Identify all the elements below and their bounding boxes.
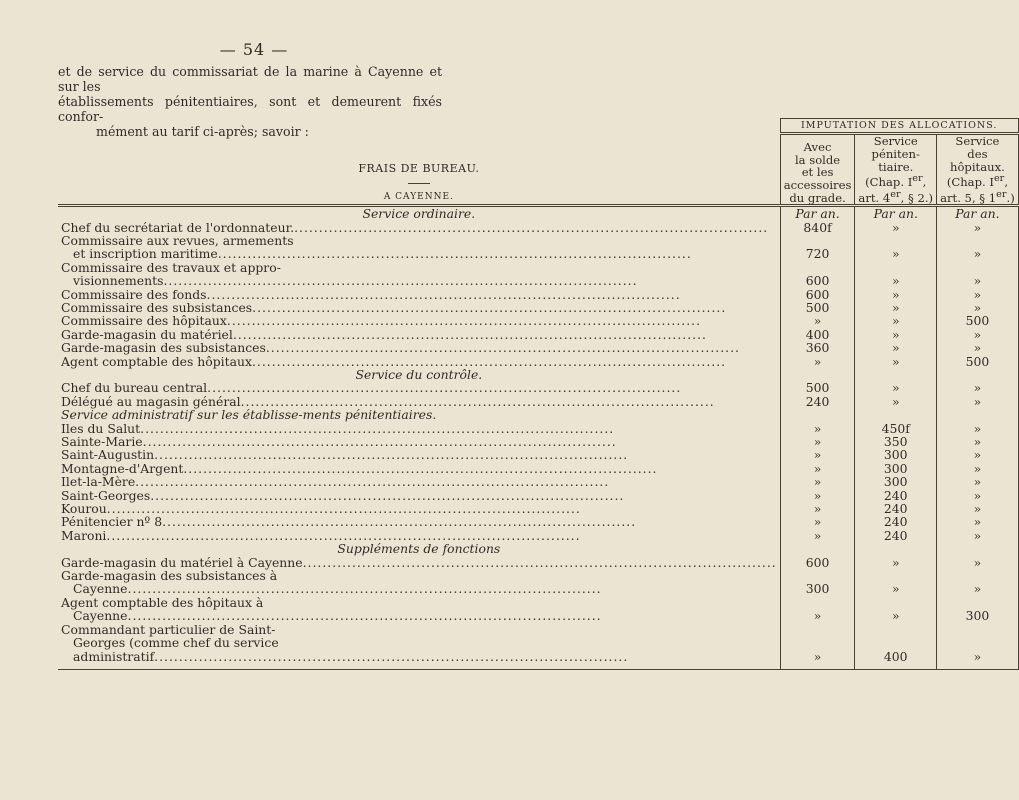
leader-dots	[241, 395, 777, 408]
empty-cell	[855, 542, 937, 555]
row-label-continued: Cayenne	[73, 608, 128, 624]
value-solde: »	[780, 448, 855, 461]
leader-dots	[303, 556, 777, 569]
frais-header	[58, 134, 780, 206]
table-bottom	[780, 663, 855, 670]
row-label: Commissaire des travaux et appro-	[61, 259, 281, 275]
value-solde: 500	[780, 381, 855, 394]
value-penitentiaire: 300	[855, 462, 937, 475]
row-label-cell	[58, 515, 780, 528]
row-label-cell	[58, 529, 780, 542]
row-label-cell	[58, 314, 780, 327]
value-penitentiaire: »	[855, 261, 937, 288]
value-penitentiaire: »	[855, 596, 937, 623]
value-hopitaux: »	[937, 502, 1019, 515]
empty-cell	[937, 542, 1019, 555]
row-label-cell	[58, 355, 780, 368]
value-solde: 600	[780, 288, 855, 301]
value-penitentiaire: »	[855, 569, 937, 596]
column-header-solde: Avec la solde et les accessoires du grade.	[780, 134, 855, 206]
empty-cell	[780, 542, 855, 555]
row-label: Agent comptable des hôpitaux	[61, 353, 252, 369]
row-label: Montagne-d'Argent	[61, 460, 184, 476]
table-row	[58, 422, 1018, 435]
leader-dots	[154, 650, 777, 663]
leader-dots	[163, 274, 776, 287]
row-label-cell	[58, 448, 780, 461]
leader-dots	[154, 448, 777, 461]
value-solde: 720	[780, 234, 855, 261]
row-label: Iles du Salut	[61, 420, 141, 436]
leader-dots	[140, 422, 777, 435]
column-header-hopitaux: Service des hôpitaux. (Chap. Ier, art. 5, § 1er.)	[937, 134, 1019, 206]
empty-cell	[937, 408, 1019, 421]
value-hopitaux: »	[937, 448, 1019, 461]
row-label-continued: visionnements	[73, 273, 164, 289]
value-solde: »	[780, 422, 855, 435]
empty-cell	[855, 368, 937, 381]
value-penitentiaire: 350	[855, 435, 937, 448]
row-label: Chef du bureau central	[61, 380, 208, 396]
value-penitentiaire: »	[855, 341, 937, 354]
leader-dots	[128, 609, 777, 622]
value-solde: »	[780, 515, 855, 528]
row-label-cell	[58, 422, 780, 435]
value-solde: »	[780, 623, 855, 663]
imputation-header: IMPUTATION DES ALLOCATIONS.	[780, 119, 1018, 134]
table-row	[58, 569, 1018, 596]
value-penitentiaire: 300	[855, 448, 937, 461]
table-bottom	[58, 663, 780, 670]
unit-label: Par an.	[780, 206, 855, 221]
value-penitentiaire: »	[855, 314, 937, 327]
table-row	[58, 448, 1018, 461]
tariff-table	[58, 118, 1019, 670]
value-solde: »	[780, 355, 855, 368]
row-label: Garde-magasin des subsistances à	[61, 568, 278, 584]
value-hopitaux: »	[937, 221, 1019, 234]
row-label-cell	[58, 234, 780, 261]
value-hopitaux: »	[937, 422, 1019, 435]
value-hopitaux: »	[937, 529, 1019, 542]
value-solde: »	[780, 475, 855, 488]
value-penitentiaire: »	[855, 556, 937, 569]
leader-dots	[135, 475, 777, 488]
value-penitentiaire: »	[855, 381, 937, 394]
table-row	[58, 462, 1018, 475]
table-bottom	[937, 663, 1019, 670]
value-penitentiaire: 450f	[855, 422, 937, 435]
value-solde: »	[780, 502, 855, 515]
row-label: Saint-Georges	[61, 487, 151, 503]
value-solde: 500	[780, 301, 855, 314]
value-solde: 240	[780, 395, 855, 408]
value-solde: »	[780, 596, 855, 623]
table-row	[58, 328, 1018, 341]
row-label-cell	[58, 301, 780, 314]
leader-dots	[128, 582, 777, 595]
value-solde: 400	[780, 328, 855, 341]
value-hopitaux: »	[937, 489, 1019, 502]
table-row	[58, 515, 1018, 528]
value-penitentiaire: »	[855, 395, 937, 408]
value-solde: 600	[780, 556, 855, 569]
row-label-cell	[58, 569, 780, 596]
value-penitentiaire: 240	[855, 502, 937, 515]
row-label-cell	[58, 328, 780, 341]
row-label: Garde-magasin du matériel à Cayenne	[61, 554, 303, 570]
table-row	[58, 435, 1018, 448]
row-label: Commissaire des subsistances	[61, 299, 253, 315]
value-hopitaux: »	[937, 301, 1019, 314]
unit-label: Par an.	[855, 206, 937, 221]
table-row	[58, 355, 1018, 368]
row-label: Pénitencier nº 8	[61, 514, 163, 530]
leader-dots	[252, 301, 777, 314]
row-label: Délégué au magasin général	[61, 393, 241, 409]
value-penitentiaire: »	[855, 301, 937, 314]
frais-place: A CAYENNE.	[383, 191, 454, 202]
leader-dots	[107, 502, 777, 515]
value-penitentiaire: »	[855, 288, 937, 301]
table-row	[58, 381, 1018, 394]
value-hopitaux: »	[937, 288, 1019, 301]
section-heading: Suppléments de fonctions	[337, 541, 501, 557]
value-hopitaux: 500	[937, 314, 1019, 327]
table-row	[58, 395, 1018, 408]
leader-dots	[150, 489, 776, 502]
value-hopitaux: »	[937, 623, 1019, 663]
table-row	[58, 301, 1018, 314]
value-hopitaux: »	[937, 556, 1019, 569]
value-solde: 840f	[780, 221, 855, 234]
section-heading: Service administratif sur les établisse-ments pénitentiaires.	[61, 407, 437, 423]
table-bottom	[855, 663, 937, 670]
table-row	[58, 502, 1018, 515]
value-hopitaux: »	[937, 341, 1019, 354]
row-label: Kourou	[61, 501, 107, 517]
leader-dots	[252, 355, 777, 368]
value-solde: »	[780, 314, 855, 327]
row-label-cell	[58, 502, 780, 515]
value-hopitaux: »	[937, 475, 1019, 488]
leader-dots	[294, 221, 777, 234]
value-penitentiaire: »	[855, 221, 937, 234]
empty-cell	[937, 368, 1019, 381]
value-hopitaux: »	[937, 515, 1019, 528]
row-label-continued: administratif	[73, 648, 155, 664]
value-solde: »	[780, 462, 855, 475]
row-label-cell	[58, 623, 780, 663]
intro-line: établissements pénitentiaires, sont et demeurent fixés confor-	[58, 94, 442, 124]
table-row	[58, 475, 1018, 488]
value-solde: »	[780, 435, 855, 448]
row-label: Commissaire aux revues, armements	[61, 232, 294, 248]
empty-cell	[780, 408, 855, 421]
value-hopitaux: »	[937, 395, 1019, 408]
row-label-continued: Cayenne	[73, 581, 128, 597]
value-hopitaux: »	[937, 328, 1019, 341]
row-label-continued: Georges (comme chef du service	[73, 635, 279, 651]
leader-dots	[183, 462, 776, 475]
value-hopitaux: »	[937, 569, 1019, 596]
leader-dots	[162, 515, 777, 528]
row-label-cell	[58, 596, 780, 623]
table-row	[58, 288, 1018, 301]
leader-dots	[207, 288, 777, 301]
column-header-penitentiaire: Service péniten- tiaire. (Chap. Ier, art. 4er, § 2.)	[855, 134, 937, 206]
value-penitentiaire: 400	[855, 623, 937, 663]
value-solde: »	[780, 529, 855, 542]
section-heading: Service ordinaire.	[362, 206, 476, 222]
row-label: Ilet-la-Mère	[61, 474, 136, 490]
section-heading: Service du contrôle.	[355, 366, 483, 382]
row-label-cell	[58, 381, 780, 394]
leader-dots	[106, 529, 776, 542]
leader-dots	[207, 381, 777, 394]
frais-rule	[408, 183, 430, 184]
value-hopitaux: 500	[937, 355, 1019, 368]
value-hopitaux: »	[937, 261, 1019, 288]
row-label-cell	[58, 395, 780, 408]
value-solde: 600	[780, 261, 855, 288]
row-label: Maroni	[61, 527, 107, 543]
row-label-cell	[58, 288, 780, 301]
empty-cell	[780, 368, 855, 381]
table-row	[58, 596, 1018, 623]
table-row	[58, 489, 1018, 502]
value-penitentiaire: »	[855, 328, 937, 341]
value-hopitaux: »	[937, 435, 1019, 448]
row-label-cell	[58, 261, 780, 288]
leader-dots	[233, 328, 777, 341]
row-label-cell	[58, 475, 780, 488]
value-penitentiaire: »	[855, 234, 937, 261]
value-hopitaux: »	[937, 234, 1019, 261]
row-label-continued: et inscription maritime	[73, 246, 218, 262]
table-row	[58, 314, 1018, 327]
value-solde: 360	[780, 341, 855, 354]
value-penitentiaire: 240	[855, 529, 937, 542]
table-row	[58, 341, 1018, 354]
row-label-cell	[58, 341, 780, 354]
row-label-cell	[58, 221, 780, 234]
value-hopitaux: »	[937, 381, 1019, 394]
value-penitentiaire: 240	[855, 515, 937, 528]
row-label-cell	[58, 556, 780, 569]
value-penitentiaire: 300	[855, 475, 937, 488]
row-label: Commissaire des fonds	[61, 286, 207, 302]
value-solde: »	[780, 489, 855, 502]
row-label: Garde-magasin des subsistances	[61, 340, 266, 356]
intro-line: et de service du commissariat de la marine à Cayenne et sur les	[58, 64, 442, 94]
row-label-cell	[58, 435, 780, 448]
value-hopitaux: »	[937, 462, 1019, 475]
value-hopitaux: 300	[937, 596, 1019, 623]
row-label: Chef du secrétariat de l'ordonnateur.	[61, 219, 295, 235]
table-row	[58, 623, 1018, 663]
value-penitentiaire: »	[855, 355, 937, 368]
empty-cell	[855, 408, 937, 421]
row-label: Commissaire des hôpitaux	[61, 313, 227, 329]
table-row	[58, 221, 1018, 234]
row-label-cell	[58, 462, 780, 475]
leader-dots	[143, 435, 777, 448]
intro-line: mément au tarif ci-après; savoir :	[96, 124, 309, 139]
row-label: Commandant particulier de Saint-	[61, 621, 276, 637]
row-label: Garde-magasin du matériel	[61, 326, 233, 342]
leader-dots	[218, 247, 777, 260]
table-row	[58, 556, 1018, 569]
unit-label: Par an.	[937, 206, 1019, 221]
row-label: Saint-Augustin	[61, 447, 155, 463]
table-row	[58, 261, 1018, 288]
leader-dots	[227, 314, 777, 327]
page-number: — 54 —	[219, 40, 289, 59]
row-label: Agent comptable des hôpitaux à	[61, 594, 264, 610]
row-label-cell	[58, 489, 780, 502]
leader-dots	[266, 341, 777, 354]
table-row	[58, 529, 1018, 542]
value-penitentiaire: 240	[855, 489, 937, 502]
row-label: Sainte-Marie	[61, 434, 143, 449]
frais-title: FRAIS DE BUREAU.	[358, 162, 480, 176]
table-row	[58, 234, 1018, 261]
value-solde: 300	[780, 569, 855, 596]
